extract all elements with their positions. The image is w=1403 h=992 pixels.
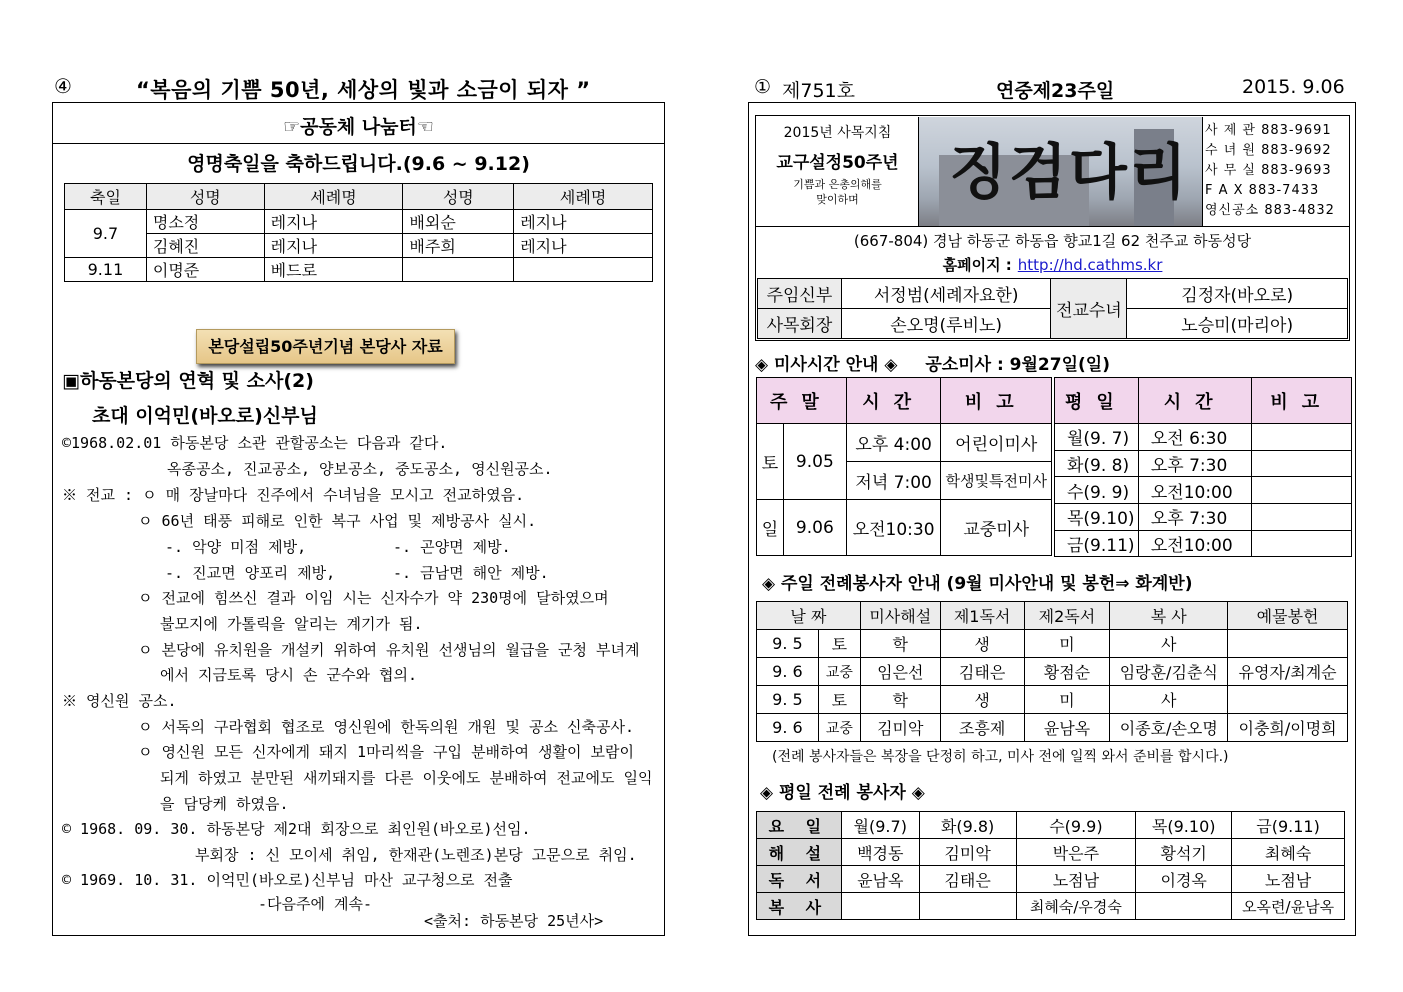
weekday: 수(9. 9) bbox=[1055, 477, 1139, 504]
homepage-label: 홈페이지 : bbox=[942, 256, 1012, 274]
history-line: -. 금남면 해안 제방. bbox=[393, 564, 549, 582]
table-row bbox=[757, 714, 1348, 742]
history-line: 되게 하였고 분만된 새끼돼지를 다른 이웃에도 분배하여 전교에도 일익 bbox=[160, 769, 653, 787]
history-line: ㅇ 전교에 힘쓰신 결과 이임 시는 신자수가 약 230명에 달하였으며 bbox=[138, 589, 609, 607]
cell bbox=[919, 893, 1016, 920]
header-cell: 미사해설 bbox=[860, 602, 940, 630]
sister-name: 김정자(바오로) bbox=[1127, 279, 1348, 309]
weekday-time: 오전10:00 bbox=[1138, 477, 1252, 504]
mast-sub2: 맞이하며 bbox=[816, 193, 859, 206]
cell: 임랑훈/김춘식 bbox=[1110, 658, 1228, 686]
table-row bbox=[1055, 504, 1352, 531]
mass-title bbox=[755, 350, 1110, 375]
mast-year: 2015년 사목지침 bbox=[783, 125, 892, 141]
weekday-time: 오후 7:30 bbox=[1138, 504, 1252, 531]
cell: 박은주 bbox=[1016, 839, 1136, 866]
table-row bbox=[757, 424, 1052, 462]
weekday-time: 오후 7:30 bbox=[1138, 450, 1252, 477]
contact-list bbox=[1202, 117, 1348, 226]
history-line: 불모지에 가톨릭을 알리는 계기가 됨. bbox=[160, 615, 423, 633]
weekday-note bbox=[1252, 504, 1352, 531]
row-label: 독 서 bbox=[757, 866, 842, 893]
header-cell: 수(9.9) bbox=[1016, 812, 1136, 839]
weekday-note bbox=[1252, 424, 1352, 451]
mass-note: 학생및특전미사 bbox=[941, 462, 1052, 500]
weekday: 목(9.10) bbox=[1055, 504, 1139, 531]
council-name: 손오명(루비노) bbox=[841, 309, 1051, 339]
cell: 레지나 bbox=[264, 210, 403, 234]
header-cell: 세례명 bbox=[264, 184, 403, 210]
masthead-motto bbox=[757, 117, 919, 226]
cell: 명소정 bbox=[146, 210, 264, 234]
mass-title-text: ◈ 미사시간 안내 ◈ bbox=[755, 355, 898, 375]
cell: 김태은 bbox=[940, 658, 1024, 686]
weekday: 월(9. 7) bbox=[1055, 424, 1139, 451]
table-header-row bbox=[65, 184, 653, 210]
cell: 조흥제 bbox=[940, 714, 1024, 742]
contact-item: 사 무 실 883-9693 bbox=[1205, 163, 1332, 178]
cell: 베드로 bbox=[264, 258, 403, 282]
left-page-header bbox=[52, 74, 665, 102]
history-line: ㅇ 영신원 모든 신자에게 돼지 1마리씩을 구입 분배하여 생활이 보람이 bbox=[138, 743, 635, 761]
weekday-service-table bbox=[756, 811, 1345, 920]
cell: 백경동 bbox=[841, 839, 919, 866]
history-line: ※ 전교 : ㅇ 매 장날마다 진주에서 수녀님을 모시고 전교하였음. bbox=[62, 486, 525, 504]
cell: 최혜숙 bbox=[1232, 839, 1345, 866]
header-cell: 세례명 bbox=[514, 184, 653, 210]
history-line: 옥종공소, 진교공소, 양보공소, 중도공소, 영신원공소. bbox=[167, 460, 553, 478]
table-row bbox=[757, 658, 1348, 686]
mass-time: 저녁 7:00 bbox=[846, 462, 941, 500]
cell bbox=[1228, 686, 1348, 714]
mast-sub1: 기쁨과 은총의해를 bbox=[793, 178, 882, 191]
cell: 배주희 bbox=[403, 234, 514, 258]
homepage bbox=[755, 254, 1350, 275]
table-header-row bbox=[757, 378, 1052, 424]
service-date: 9. 5 bbox=[757, 686, 819, 714]
page-number: ④ bbox=[54, 74, 72, 98]
cell: 윤남옥 bbox=[1024, 714, 1110, 742]
table-row bbox=[65, 258, 653, 282]
header-title: “복음의 기쁨 50년, 세상의 빛과 소금이 되자 ” bbox=[136, 78, 591, 102]
feast-day: 9.11 bbox=[65, 258, 147, 282]
table-row bbox=[757, 839, 1345, 866]
cell bbox=[1136, 893, 1232, 920]
table-row bbox=[757, 893, 1345, 920]
service-type: 교중 bbox=[818, 658, 860, 686]
table-header-row bbox=[757, 812, 1345, 839]
service-date: 9. 6 bbox=[757, 714, 819, 742]
history-line: ※ 영신원 공소. bbox=[62, 692, 177, 710]
service-type: 교중 bbox=[818, 714, 860, 742]
cell: 미 bbox=[1024, 686, 1110, 714]
cell: 배외순 bbox=[403, 210, 514, 234]
section-title: ☞공동체 나눔터☜ bbox=[283, 116, 434, 138]
divider bbox=[755, 226, 1350, 227]
feast-title: 영명축일을 축하드립니다.(9.6 ~ 9.12) bbox=[187, 153, 530, 175]
cell: 오옥련/윤남옥 bbox=[1232, 893, 1345, 920]
header-cell: 주말 bbox=[757, 378, 847, 424]
table-row bbox=[758, 279, 1348, 309]
cell: 윤남옥 bbox=[841, 866, 919, 893]
cell: 김미악 bbox=[919, 839, 1016, 866]
history-line: -. 곤양면 제방. bbox=[393, 538, 511, 556]
cell: 이경옥 bbox=[1136, 866, 1232, 893]
masthead-photo bbox=[919, 117, 1202, 226]
cell: 김태은 bbox=[919, 866, 1016, 893]
cell bbox=[841, 893, 919, 920]
history-line: 부회장 : 신 모이세 취임, 한재관(노렌조)본당 고문으로 취임. bbox=[195, 846, 637, 864]
contact-item: F A X 883-7433 bbox=[1205, 183, 1320, 198]
weekday: 화(9. 8) bbox=[1055, 450, 1139, 477]
cell: 이명준 bbox=[146, 258, 264, 282]
table-header-row bbox=[757, 602, 1348, 630]
header-cell: 화(9.8) bbox=[919, 812, 1016, 839]
history-line: -. 악양 미점 제방, bbox=[165, 538, 307, 556]
service-title: ◈ 주일 전례봉사자 안내 (9월 미사안내 및 봉헌⇒ 화계반) bbox=[762, 574, 1193, 594]
weekday-note bbox=[1252, 450, 1352, 477]
header-cell: 축일 bbox=[65, 184, 147, 210]
weekday-time: 오전 6:30 bbox=[1138, 424, 1252, 451]
header-cell: 월(9.7) bbox=[841, 812, 919, 839]
cell: 황석기 bbox=[1136, 839, 1232, 866]
table-row bbox=[757, 630, 1348, 658]
mass-note: 교중미사 bbox=[941, 500, 1052, 556]
weekday-mass-table bbox=[1054, 377, 1352, 557]
service-type: 토 bbox=[818, 630, 860, 658]
issue-mark: ① bbox=[754, 76, 772, 98]
feast-day: 9.7 bbox=[65, 210, 147, 258]
row-label: 복 사 bbox=[757, 893, 842, 920]
table-row bbox=[1055, 424, 1352, 451]
history-line: ㅇ 서독의 구라협회 협조로 영신원에 한독의원 개원 및 공소 신축공사. bbox=[138, 718, 635, 736]
cell: 임은선 bbox=[860, 658, 940, 686]
mass-date: 9.06 bbox=[783, 500, 846, 556]
cell: 학 bbox=[860, 630, 940, 658]
table-row bbox=[65, 234, 653, 258]
service-date: 9. 5 bbox=[757, 630, 819, 658]
header-cell: 목(9.10) bbox=[1136, 812, 1232, 839]
cell bbox=[1228, 630, 1348, 658]
cell: 노점남 bbox=[1232, 866, 1345, 893]
cell: 김미악 bbox=[860, 714, 940, 742]
continued-note: -다음주에 계속- bbox=[258, 895, 373, 913]
contact-item: 영신공소 883-4832 bbox=[1205, 203, 1335, 218]
cell: 사 bbox=[1110, 686, 1228, 714]
service-note: (전례 봉사자들은 복장을 단정히 하고, 미사 전에 일찍 와서 준비를 합시다.) bbox=[772, 749, 1229, 765]
service-date: 9. 6 bbox=[757, 658, 819, 686]
header-cell: 성명 bbox=[146, 184, 264, 210]
table-row bbox=[757, 500, 1052, 556]
cell: 황점순 bbox=[1024, 658, 1110, 686]
table-row bbox=[1055, 477, 1352, 504]
table-row bbox=[1055, 530, 1352, 557]
liturgical-week: 연중제23주일 bbox=[996, 80, 1115, 102]
weekday-time: 오전10:00 bbox=[1138, 530, 1252, 557]
address: (667-804) 경남 하동군 하동읍 향교1길 62 천주교 하동성당 bbox=[853, 232, 1252, 250]
header-cell: 요 일 bbox=[757, 812, 842, 839]
mast-motto: 교구설정50주년 bbox=[776, 153, 899, 173]
history-line: -. 진교면 양포리 제방, bbox=[165, 564, 336, 582]
cell: 미 bbox=[1024, 630, 1110, 658]
weekday-note bbox=[1252, 477, 1352, 504]
cell: 김혜진 bbox=[146, 234, 264, 258]
header-cell: 시간 bbox=[846, 378, 941, 424]
header-cell: 날 짜 bbox=[757, 602, 861, 630]
history-line: © 1969. 10. 31. 이억민(바오로)신부님 마산 교구청으로 전출 bbox=[62, 871, 513, 889]
cell bbox=[514, 258, 653, 282]
weekday: 금(9.11) bbox=[1055, 530, 1139, 557]
mission-mass: 공소미사 : 9월27일(일) bbox=[925, 355, 1110, 375]
sunday-service-table bbox=[756, 601, 1348, 742]
service-type: 토 bbox=[818, 686, 860, 714]
cell: 사 bbox=[1110, 630, 1228, 658]
newsletter-name: 징검다리 bbox=[949, 138, 1189, 208]
mass-day: 토 bbox=[757, 424, 784, 500]
pastor-label: 주임신부 bbox=[758, 279, 842, 309]
table-header-row bbox=[1055, 378, 1352, 424]
cell: 학 bbox=[860, 686, 940, 714]
header-cell: 성명 bbox=[403, 184, 514, 210]
source-note: <출처: 하동본당 25년사> bbox=[424, 912, 604, 930]
cell: 최혜숙/우경숙 bbox=[1016, 893, 1136, 920]
table-row bbox=[757, 866, 1345, 893]
pastor-name: 서정범(세례자요한) bbox=[841, 279, 1051, 309]
table-row bbox=[1055, 450, 1352, 477]
cell: 이충희/이명희 bbox=[1228, 714, 1348, 742]
contact-item: 사 제 관 883-9691 bbox=[1205, 123, 1332, 138]
sister-name: 노승미(마리아) bbox=[1127, 309, 1348, 339]
header-cell: 예물봉헌 bbox=[1228, 602, 1348, 630]
history-line: 에서 지금토록 당시 손 군수와 협의. bbox=[160, 666, 418, 684]
cell bbox=[403, 258, 514, 282]
cell: 생 bbox=[940, 686, 1024, 714]
header-cell: 비고 bbox=[941, 378, 1052, 424]
weekday-note bbox=[1252, 530, 1352, 557]
feast-table bbox=[64, 183, 653, 282]
cell: 이종호/손오명 bbox=[1110, 714, 1228, 742]
table-row bbox=[65, 210, 653, 234]
header-cell: 제2독서 bbox=[1024, 602, 1110, 630]
history-line: ㅇ 66년 태풍 피해로 인한 복구 사업 및 제방공사 실시. bbox=[138, 512, 537, 530]
mass-date: 9.05 bbox=[783, 424, 846, 500]
history-line: ©1968.02.01 하동본당 소관 관할공소는 다음과 같다. bbox=[62, 434, 448, 452]
weekday-service-title: ◈ 평일 전례 봉사자 ◈ bbox=[760, 783, 925, 803]
table-row bbox=[757, 686, 1348, 714]
row-label: 해 설 bbox=[757, 839, 842, 866]
header-cell: 시간 bbox=[1138, 378, 1252, 424]
cell: 레지나 bbox=[264, 234, 403, 258]
history-line: ㅇ 본당에 유치원을 개설키 위하여 유치원 선생님의 월급을 군청 부녀계 bbox=[138, 641, 640, 659]
cell: 레지나 bbox=[514, 210, 653, 234]
history-line: 을 담당케 하였음. bbox=[160, 795, 289, 813]
divider bbox=[52, 143, 665, 144]
issue-number: 제751호 bbox=[782, 80, 855, 102]
right-page-header bbox=[748, 76, 1356, 102]
homepage-link[interactable]: http://hd.cathms.kr bbox=[1017, 256, 1163, 274]
mass-note: 어린이미사 bbox=[941, 424, 1052, 462]
history-line: © 1968. 09. 30. 하동본당 제2대 회장으로 최인원(바오로)선임. bbox=[62, 820, 531, 838]
sister-label: 전교수녀 bbox=[1051, 279, 1127, 339]
mass-time: 오전10:30 bbox=[846, 500, 941, 556]
header-cell: 평일 bbox=[1055, 378, 1139, 424]
issue-date: 2015. 9.06 bbox=[1242, 76, 1345, 98]
weekend-mass-table bbox=[756, 377, 1052, 556]
history-priest: 초대 이억민(바오로)신부님 bbox=[92, 405, 318, 427]
history-heading: ▣하동본당의 연혁 및 소사(2) bbox=[62, 370, 314, 392]
mass-day: 일 bbox=[757, 500, 784, 556]
header-cell: 복 사 bbox=[1110, 602, 1228, 630]
contact-item: 수 녀 원 883-9692 bbox=[1205, 143, 1332, 158]
cell: 유영자/최계순 bbox=[1228, 658, 1348, 686]
staff-table bbox=[757, 278, 1348, 339]
cell: 레지나 bbox=[514, 234, 653, 258]
cell: 노점남 bbox=[1016, 866, 1136, 893]
council-label: 사목회장 bbox=[758, 309, 842, 339]
mass-time: 오후 4:00 bbox=[846, 424, 941, 462]
history-ribbon: 본당설립50주년기념 본당사 자료 bbox=[196, 329, 455, 364]
header-cell: 금(9.11) bbox=[1232, 812, 1345, 839]
header-cell: 제1독서 bbox=[940, 602, 1024, 630]
cell: 생 bbox=[940, 630, 1024, 658]
header-cell: 비고 bbox=[1252, 378, 1352, 424]
